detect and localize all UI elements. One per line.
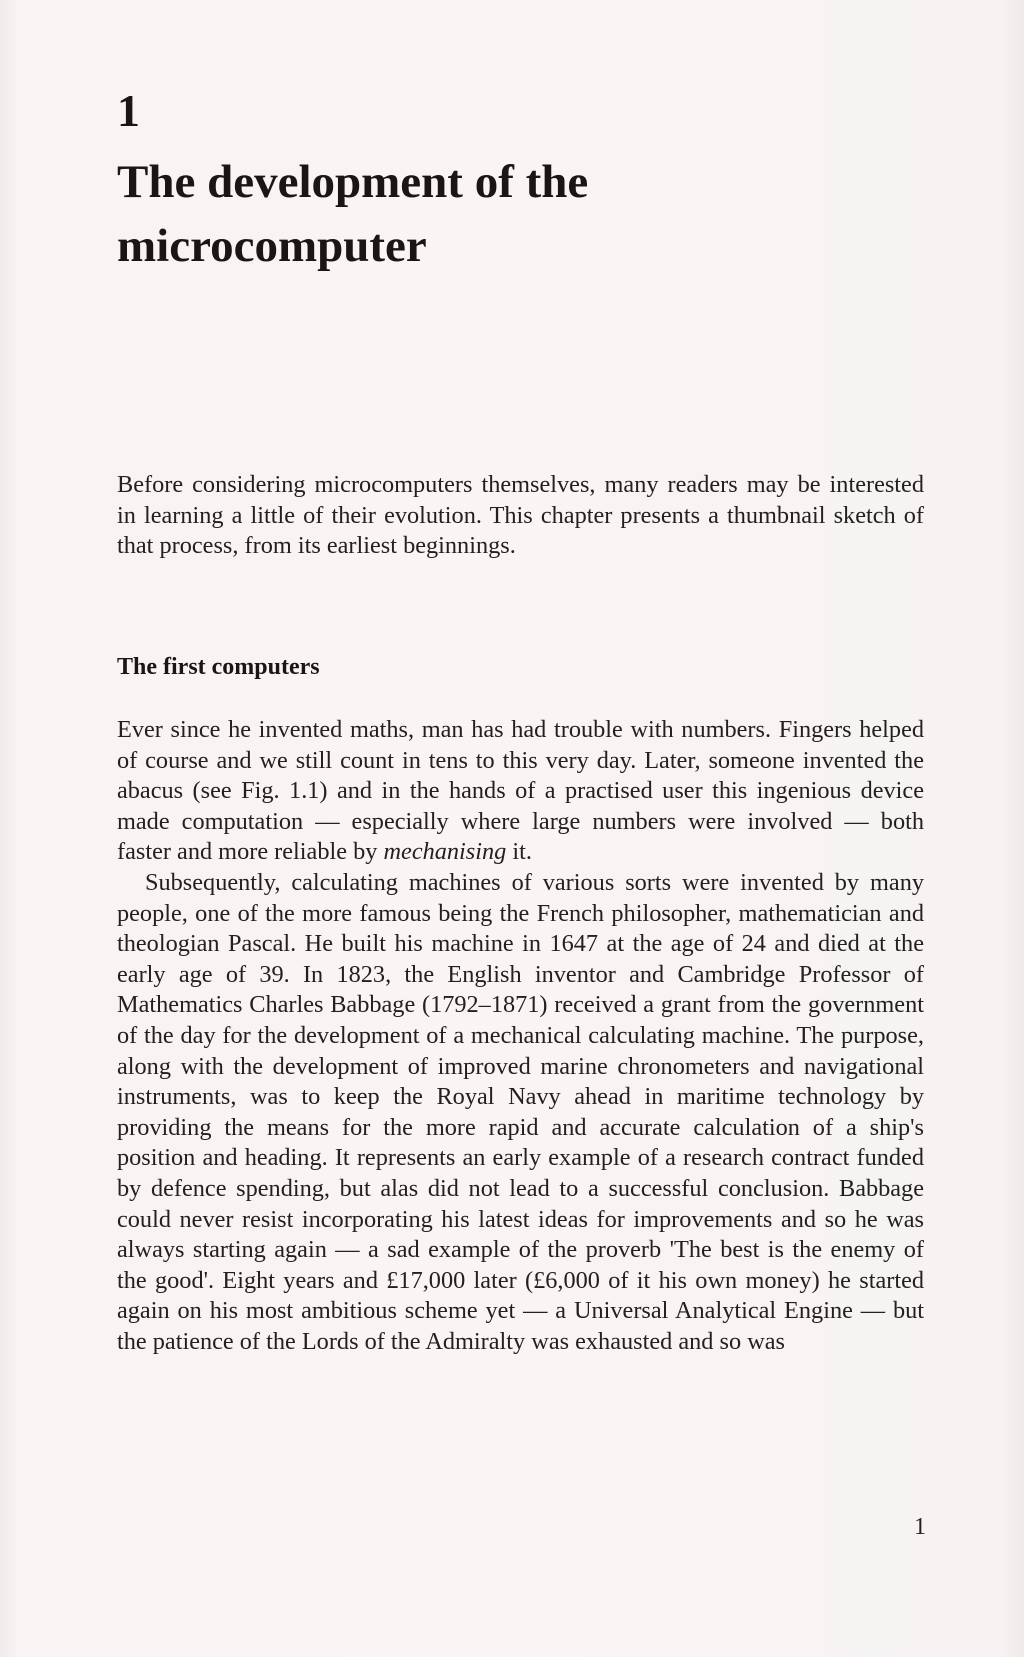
emphasis-mechanising: mechanising — [383, 838, 507, 866]
section-body — [117, 715, 924, 1357]
body-paragraph-2: Subsequently, calculating machines of various sorts were invented by many people, one of the more famous being the French philosopher, mathematician and theologian Pascal. He built his machine in 1647 at the age of 24 and died at the early age of 39. In 1823, the English inventor and Cambridge Professor of Mathematics Charles Babbage (1792–1871) received a grant from the government of the day for the development of a mechanical calculating machine. The purpose, along with the development of improved marine chronometers and navigational instruments, was to keep the Royal Navy ahead in maritime technology by providing the means for the more rapid and accurate calculation of a ship's position and heading. It represents an early example of a research contract funded by defence spending, but alas did not lead to a successful conclusion. Babbage could never resist incorporating his latest ideas for improvements and so he was always starting again — a sad example of the proverb 'The best is the enemy of the good'. Eight years and £17,000 later (£6,000 of it his own money) he started again on his most ambitious scheme yet — a Universal Analytical Engine — but the patience of the Lords of the Admiralty was exhausted and so was — [117, 868, 924, 1355]
chapter-number: 1 — [117, 85, 140, 136]
paragraph-1-text-start: Ever since he invented maths, man has had trouble with numbers. Fingers helped of course and we still count in tens to this very day. Later, someone invented the abacus (see Fig. 1.1) and in the hands of a practised user this ingenious device made computation — especially where large numbers were involved — both faster and more reliable by — [117, 716, 924, 866]
section-heading: The first computers — [117, 654, 320, 680]
paragraph-1-text-end: it. — [506, 838, 532, 866]
page-number: 1 — [914, 1514, 926, 1540]
body-paragraph-1 — [117, 715, 924, 868]
intro-paragraph-block — [117, 470, 924, 562]
chapter-title: The development of the microcomputer — [117, 156, 589, 272]
intro-paragraph: Before considering microcomputers themselves, many readers may be interested in learning a little of their evolution. This chapter presents a thumbnail sketch of that process, from its earliest beginnings. — [117, 471, 924, 560]
